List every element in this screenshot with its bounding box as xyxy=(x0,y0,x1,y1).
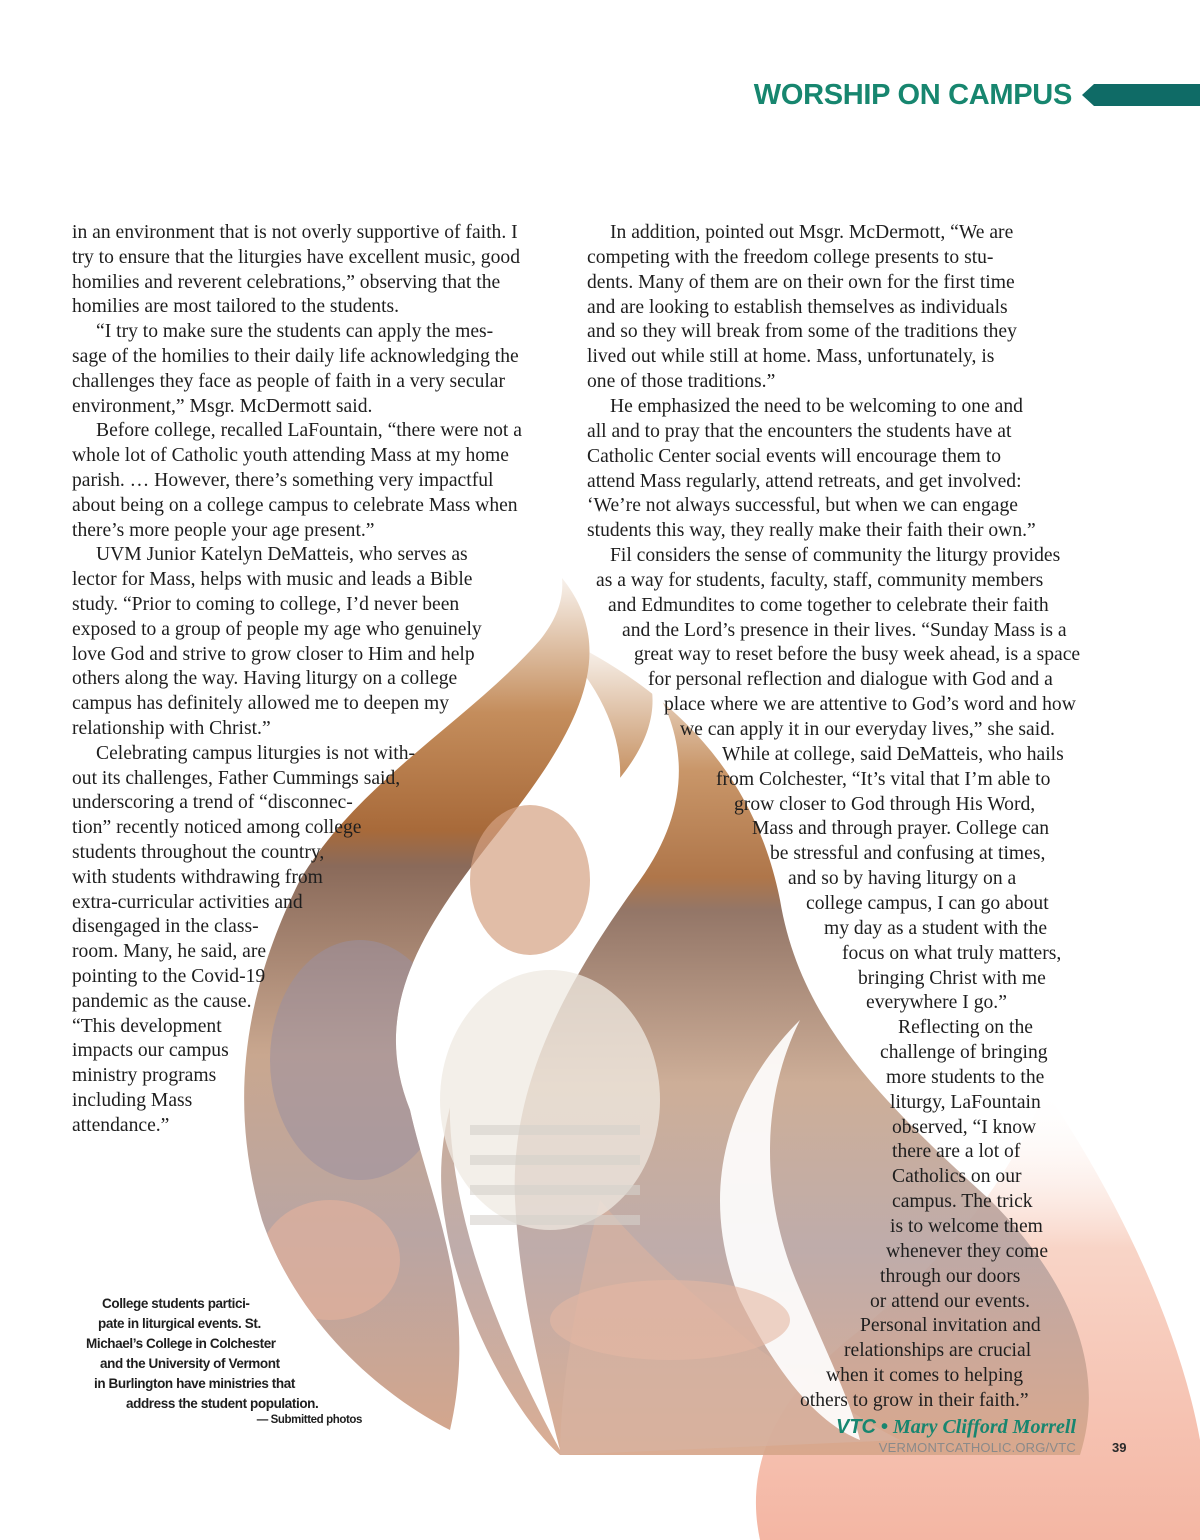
left-column-line: exposed to a group of people my age who genuinely xyxy=(72,618,482,640)
right-column-line: when it comes to helping xyxy=(826,1365,1023,1387)
right-column-line: Mass and through prayer. College can xyxy=(752,818,1050,840)
right-column-line: and are looking to establish themselves as individuals xyxy=(587,296,1008,318)
right-column-line: attend Mass regularly, attend retreats, and get involved: xyxy=(587,470,1022,492)
caption-line: College students partici- xyxy=(102,1296,250,1311)
article-byline xyxy=(836,1416,1076,1439)
left-column-line: “I try to make sure the students can apply the mes- xyxy=(96,321,494,343)
article-right-column xyxy=(0,220,1200,1420)
left-column-line: relationship with Christ.” xyxy=(72,718,271,739)
left-column-line: pandemic as the cause. xyxy=(72,990,252,1012)
right-column-line: through our doors xyxy=(880,1265,1021,1287)
left-column-line: in an environment that is not overly supportive of faith. I xyxy=(72,222,518,243)
left-column-line: extra-curricular activities and xyxy=(72,891,303,913)
photo-credit: — Submitted photos xyxy=(256,1414,362,1426)
left-column-line: others along the way. Having liturgy on a college xyxy=(72,668,458,690)
right-column-line: focus on what truly matters, xyxy=(842,942,1062,964)
right-column-line: place where we are attentive to God’s word and how xyxy=(664,694,1076,716)
footer-website: VERMONTCATHOLIC.ORG/VTC xyxy=(878,1440,1076,1455)
left-column-line: there’s more people your age present.” xyxy=(72,519,375,541)
right-column-line: Reflecting on the xyxy=(898,1017,1033,1039)
right-column-line: dents. Many of them are on their own for the first time xyxy=(587,271,1015,293)
right-column-line: as a way for students, faculty, staff, community members xyxy=(596,569,1044,591)
right-column-line: bringing Christ with me xyxy=(858,967,1046,989)
left-column-line: study. “Prior to coming to college, I’d never been xyxy=(72,594,460,615)
right-column-line: one of those traditions.” xyxy=(587,371,776,393)
section-title: WORSHIP ON CAMPUS xyxy=(753,79,1072,111)
right-column-line: great way to reset before the busy week ahead, is a space xyxy=(634,644,1081,666)
right-column-line: whenever they come xyxy=(886,1240,1049,1262)
left-column-line: Celebrating campus liturgies is not with- xyxy=(96,742,416,764)
left-column-line: sage of the homilies to their daily life acknowledging the xyxy=(72,346,519,367)
right-column-line: or attend our events. xyxy=(870,1290,1030,1312)
left-column-line: including Mass xyxy=(72,1090,193,1111)
right-column-line: is to welcome them xyxy=(890,1216,1043,1237)
left-column-line: students throughout the country, xyxy=(72,842,325,863)
left-column-line: with students withdrawing from xyxy=(72,866,323,888)
left-column-line: room. Many, he said, are xyxy=(72,941,267,963)
byline-publication: VTC xyxy=(836,1416,876,1438)
right-column-line: competing with the freedom college presents to stu- xyxy=(587,246,994,268)
left-column-line: “This development xyxy=(72,1015,222,1037)
right-column-line: all and to pray that the encounters the students have at xyxy=(587,420,1012,442)
right-column-line: ‘We’re not always successful, but when we can engage xyxy=(587,495,1018,517)
caption-line: address the student population. xyxy=(126,1396,319,1411)
left-column-line: out its challenges, Father Cummings said, xyxy=(72,767,401,789)
caption-line: in Burlington have ministries that xyxy=(94,1376,295,1391)
right-column-line: there are a lot of xyxy=(892,1141,1021,1163)
right-column-line: In addition, pointed out Msgr. McDermott, “We are xyxy=(610,222,1014,243)
left-column-line: lector for Mass, helps with music and leads a Bible xyxy=(72,569,473,591)
right-column-line: and the Lord’s presence in their lives. “Sunday Mass is a xyxy=(622,619,1067,641)
right-column-line: grow closer to God through His Word, xyxy=(734,793,1036,815)
right-column-line: and so by having liturgy on a xyxy=(788,868,1017,890)
left-column-line: ministry programs xyxy=(72,1065,217,1087)
byline-separator: • xyxy=(881,1416,889,1438)
right-column-line: challenge of bringing xyxy=(880,1042,1048,1064)
left-column-line: about being on a college campus to celebrate Mass when xyxy=(72,494,518,516)
caption-line: pate in liturgical events. St. xyxy=(98,1316,261,1331)
left-column-line: impacts our campus xyxy=(72,1040,229,1062)
left-column-line: underscoring a trend of “disconnec- xyxy=(72,792,353,814)
right-column-line: Fil considers the sense of community the liturgy provides xyxy=(610,545,1061,567)
right-column-line: observed, “I know xyxy=(892,1116,1037,1138)
right-column-line: and Edmundites to come together to celebrate their faith xyxy=(608,594,1049,616)
right-column-line: college campus, I can go about xyxy=(806,892,1049,914)
page-number: 39 xyxy=(1112,1440,1127,1455)
caption-line: and the University of Vermont xyxy=(100,1356,280,1371)
right-column-line: be stressful and confusing at times, xyxy=(770,843,1046,865)
right-column-line: we can apply it in our everyday lives,” she said. xyxy=(680,719,1055,740)
right-column-line: from Colchester, “It’s vital that I’m able to xyxy=(716,768,1051,790)
right-column-line: campus. The trick xyxy=(892,1191,1033,1213)
right-column-line: everywhere I go.” xyxy=(866,992,1007,1014)
left-column-line: campus has definitely allowed me to deepen my xyxy=(72,693,450,715)
left-column-line: environment,” Msgr. McDermott said. xyxy=(72,395,373,417)
right-column-line: liturgy, LaFountain xyxy=(890,1091,1041,1113)
right-column-line: others to grow in their faith.” xyxy=(800,1389,1029,1411)
left-column-line: homilies are most tailored to the students. xyxy=(72,296,400,318)
left-column-line: challenges they face as people of faith in a very secular xyxy=(72,370,506,392)
left-column-line: UVM Junior Katelyn DeMatteis, who serves as xyxy=(96,544,468,566)
section-tab-arrow xyxy=(1082,84,1200,106)
right-column-line: my day as a student with the xyxy=(824,917,1048,939)
right-column-line: and so they will break from some of the traditions they xyxy=(587,321,1017,343)
right-column-line: lived out while still at home. Mass, unfortunately, is xyxy=(587,346,995,368)
caption-line: Michael’s College in Colchester xyxy=(86,1336,276,1351)
byline-author: Mary Clifford Morrell xyxy=(893,1416,1076,1438)
left-column-line: pointing to the Covid-19 xyxy=(72,966,266,987)
right-column-line: relationships are crucial xyxy=(844,1340,1032,1362)
left-column-line: disengaged in the class- xyxy=(72,916,259,938)
right-column-line: Catholics on our xyxy=(892,1166,1022,1188)
right-column-line: more students to the xyxy=(886,1066,1045,1088)
left-column-line: parish. … However, there’s something very impactful xyxy=(72,470,494,491)
right-column-line: He emphasized the need to be welcoming to one and xyxy=(610,395,1023,417)
right-column-line: students this way, they really make their faith their own.” xyxy=(587,520,1036,542)
right-column-line: Catholic Center social events will encourage them to xyxy=(587,445,1002,467)
left-column-line: tion” recently noticed among college xyxy=(72,817,362,839)
right-column-line: While at college, said DeMatteis, who hails xyxy=(722,743,1064,765)
right-column-line: for personal reflection and dialogue with God and a xyxy=(648,669,1053,691)
left-column-line: attendance.” xyxy=(72,1114,170,1136)
left-column-line: whole lot of Catholic youth attending Mass at my home xyxy=(72,445,509,467)
left-column-line: homilies and reverent celebrations,” observing that the xyxy=(72,271,501,293)
left-column-line: Before college, recalled LaFountain, “there were not a xyxy=(96,420,522,442)
left-column-line: try to ensure that the liturgies have excellent music, good xyxy=(72,246,520,268)
left-column-line: love God and strive to grow closer to Him and help xyxy=(72,643,475,665)
right-column-line: Personal invitation and xyxy=(860,1315,1041,1337)
section-header xyxy=(750,78,1200,112)
